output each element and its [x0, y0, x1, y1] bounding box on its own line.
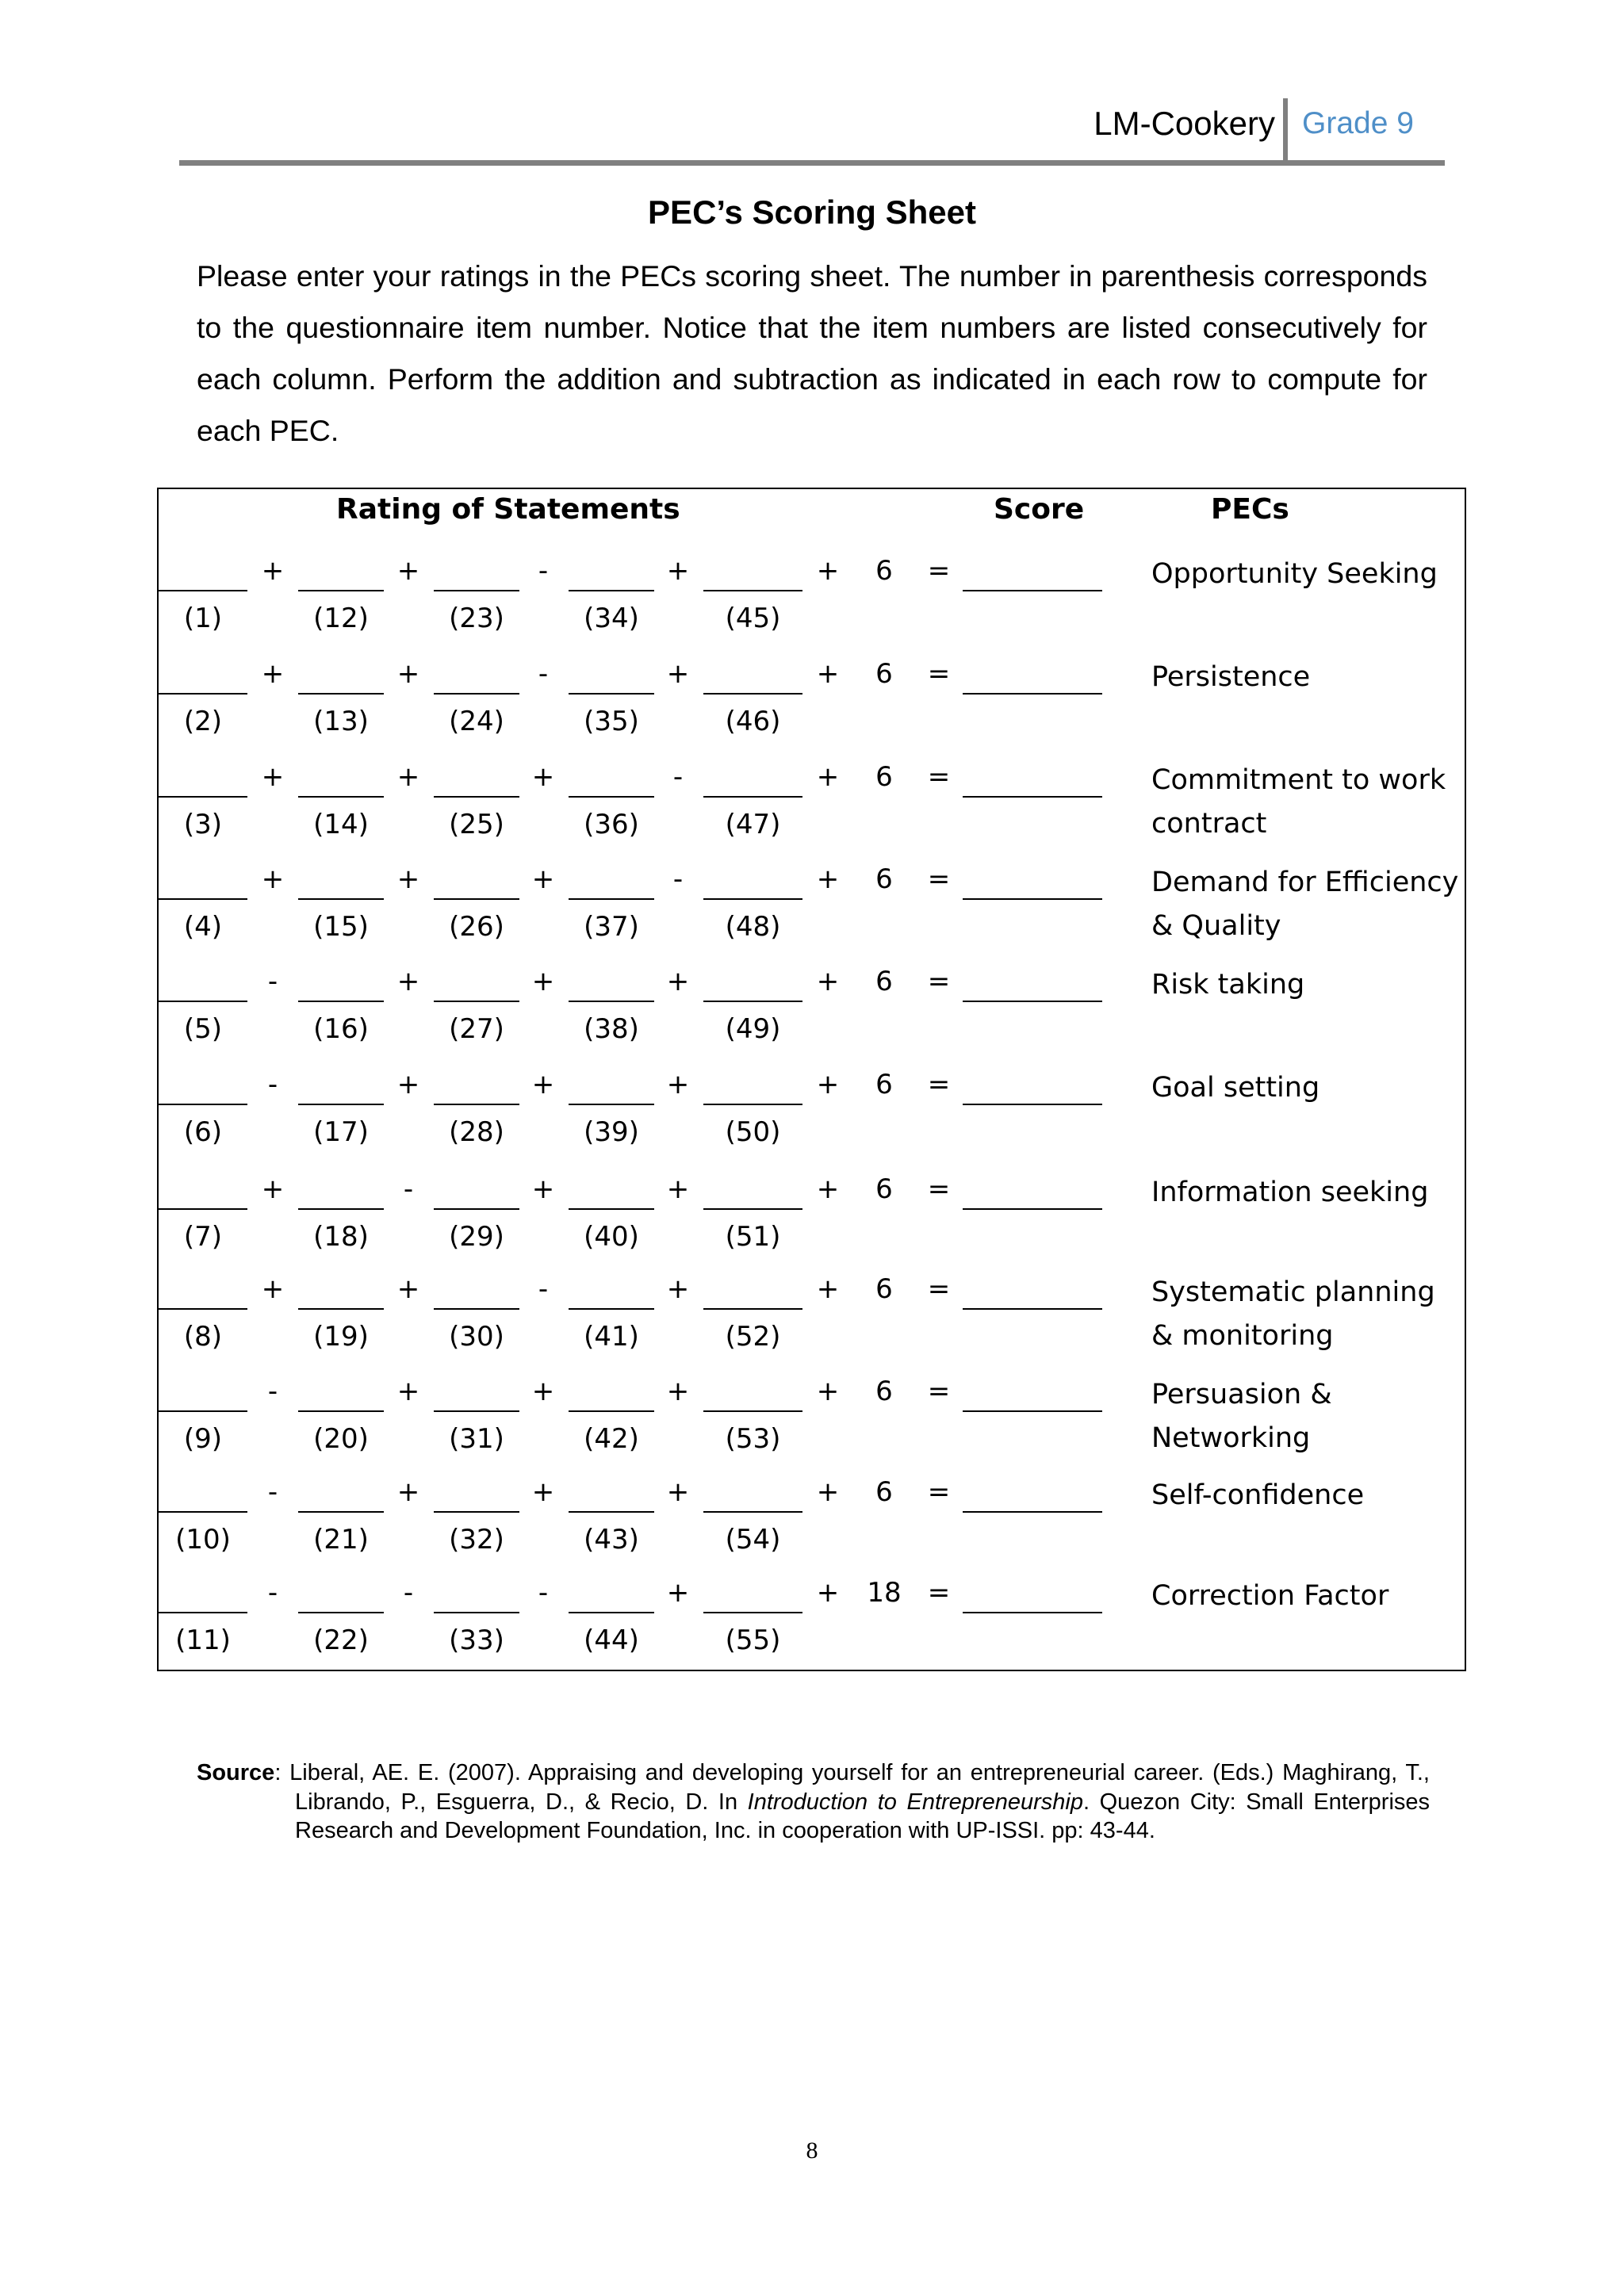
operator: +: [396, 1273, 420, 1305]
constant-value: 6: [875, 1376, 893, 1407]
operator: +: [666, 555, 690, 587]
equals-sign: =: [927, 658, 951, 690]
score-header: Score: [994, 493, 1085, 526]
item-number: (9): [183, 1423, 223, 1455]
operator: -: [538, 555, 549, 587]
pec-label: Correction Factor: [1151, 1580, 1389, 1612]
rating-blank[interactable]: [298, 1271, 384, 1310]
rating-blank[interactable]: [434, 553, 519, 591]
header-divider: [1283, 98, 1288, 162]
constant-value: 6: [875, 1069, 893, 1100]
item-number: (30): [449, 1321, 504, 1353]
item-number: (54): [725, 1524, 781, 1556]
equals-sign: =: [927, 966, 951, 997]
pecs-header: PECs: [1211, 493, 1289, 526]
operator: +: [666, 1069, 690, 1100]
equals-sign: =: [927, 1173, 951, 1205]
equals-sign: =: [927, 1476, 951, 1508]
score-blank[interactable]: [963, 1373, 1102, 1412]
operator: +: [816, 1577, 840, 1609]
operator: +: [531, 966, 555, 997]
item-number: (5): [183, 1013, 223, 1045]
item-number: (17): [313, 1116, 369, 1148]
operator: +: [261, 1273, 285, 1305]
item-number: (10): [175, 1524, 231, 1556]
rating-blank[interactable]: [703, 656, 802, 695]
rating-blank[interactable]: [159, 1373, 247, 1412]
score-row: [159, 656, 1465, 759]
constant-value: 6: [875, 863, 893, 895]
grade-label: Grade 9: [1302, 106, 1414, 140]
operator: -: [267, 1577, 278, 1609]
pec-label: Self-confidence: [1151, 1479, 1365, 1511]
course-title: LM-Cookery: [1094, 105, 1275, 142]
operator: +: [666, 658, 690, 690]
operator: -: [538, 1577, 549, 1609]
item-number: (31): [449, 1423, 504, 1455]
source-citation: [197, 1758, 1430, 1846]
operator: -: [672, 761, 684, 793]
rating-blank[interactable]: [298, 1474, 384, 1513]
item-number: (3): [183, 809, 223, 840]
rating-blank[interactable]: [569, 963, 654, 1002]
rating-blank[interactable]: [703, 1373, 802, 1412]
score-row: [159, 1373, 1465, 1476]
item-number: (45): [725, 603, 781, 634]
item-number: (42): [584, 1423, 639, 1455]
item-number: (25): [449, 809, 504, 840]
score-row: [159, 1575, 1465, 1678]
operator: +: [261, 1173, 285, 1205]
item-number: (33): [449, 1624, 504, 1656]
rating-blank[interactable]: [703, 1271, 802, 1310]
rating-blank[interactable]: [434, 656, 519, 695]
operator: +: [666, 1476, 690, 1508]
item-number: (27): [449, 1013, 504, 1045]
rating-blank[interactable]: [569, 553, 654, 591]
item-number: (12): [313, 603, 369, 634]
page-number: 8: [806, 2137, 818, 2164]
operator: +: [816, 1069, 840, 1100]
item-number: (44): [584, 1624, 639, 1656]
source-label: Source: [197, 1760, 275, 1785]
rating-blank[interactable]: [703, 759, 802, 798]
rating-blank[interactable]: [434, 1066, 519, 1105]
rating-blank[interactable]: [298, 656, 384, 695]
item-number: (52): [725, 1321, 781, 1353]
operator: +: [666, 1376, 690, 1407]
constant-value: 6: [875, 555, 893, 587]
rating-blank[interactable]: [569, 656, 654, 695]
item-number: (50): [725, 1116, 781, 1148]
rating-blank[interactable]: [159, 1171, 247, 1210]
score-row: [159, 861, 1465, 964]
rating-blank[interactable]: [569, 861, 654, 900]
rating-blank[interactable]: [298, 1575, 384, 1613]
score-blank[interactable]: [963, 1271, 1102, 1310]
source-text-pre: : Liberal, AE. E. (2007). Appraising and developing yourself for an entrepreneurial career. (Eds.) Maghirang, T., Librando, P., Esguerra, D., & Recio, D. In: [274, 1760, 1430, 1815]
item-number: (34): [584, 603, 639, 634]
equals-sign: =: [927, 1069, 951, 1100]
rating-blank[interactable]: [569, 1373, 654, 1412]
operator: +: [666, 1173, 690, 1205]
rating-header: Rating of Statements: [336, 493, 680, 526]
pec-label: Information seeking: [1151, 1177, 1429, 1208]
item-number: (46): [725, 706, 781, 737]
rating-blank[interactable]: [569, 1066, 654, 1105]
rating-blank[interactable]: [159, 1575, 247, 1613]
operator: -: [538, 658, 549, 690]
constant-value: 6: [875, 1476, 893, 1508]
rating-blank[interactable]: [159, 1066, 247, 1105]
score-row: [159, 963, 1465, 1066]
score-blank[interactable]: [963, 1575, 1102, 1613]
rating-blank[interactable]: [298, 1171, 384, 1210]
operator: -: [267, 1376, 278, 1407]
item-number: (35): [584, 706, 639, 737]
item-number: (36): [584, 809, 639, 840]
operator: +: [666, 1577, 690, 1609]
item-number: (43): [584, 1524, 639, 1556]
item-number: (38): [584, 1013, 639, 1045]
rating-blank[interactable]: [298, 963, 384, 1002]
item-number: (32): [449, 1524, 504, 1556]
operator: +: [666, 1273, 690, 1305]
equals-sign: =: [927, 555, 951, 587]
item-number: (29): [449, 1221, 504, 1253]
operator: +: [261, 658, 285, 690]
rating-blank[interactable]: [703, 963, 802, 1002]
rating-blank[interactable]: [569, 1474, 654, 1513]
rating-blank[interactable]: [703, 861, 802, 900]
rating-blank[interactable]: [569, 759, 654, 798]
item-number: (8): [183, 1321, 223, 1353]
item-number: (21): [313, 1524, 369, 1556]
pec-label: Persuasion & Networking: [1151, 1379, 1332, 1454]
score-blank[interactable]: [963, 963, 1102, 1002]
operator: +: [816, 863, 840, 895]
operator: +: [666, 966, 690, 997]
item-number: (26): [449, 911, 504, 943]
item-number: (4): [183, 911, 223, 943]
operator: +: [396, 863, 420, 895]
scoring-table: [157, 488, 1466, 1671]
rating-blank[interactable]: [703, 1066, 802, 1105]
item-number: (6): [183, 1116, 223, 1148]
rating-blank[interactable]: [434, 1575, 519, 1613]
source-book-title: Introduction to Entrepreneurship: [747, 1789, 1083, 1815]
instructions-paragraph: Please enter your ratings in the PECs scoring sheet. The number in parenthesis corresponds to the questionnaire item number. Notice that the item numbers are listed consecutively for each column. Perform the addition and subtraction as indicated in each row to compute for each PEC.: [197, 259, 1427, 447]
item-number: (20): [313, 1423, 369, 1455]
item-number: (13): [313, 706, 369, 737]
rating-blank[interactable]: [703, 1171, 802, 1210]
score-row: [159, 1271, 1465, 1374]
item-number: (15): [313, 911, 369, 943]
operator: +: [816, 555, 840, 587]
pec-label: Commitment to work contract: [1151, 764, 1446, 840]
rating-blank[interactable]: [298, 1066, 384, 1105]
operator: +: [261, 555, 285, 587]
item-number: (53): [725, 1423, 781, 1455]
rating-blank[interactable]: [159, 656, 247, 695]
pec-label: Opportunity Seeking: [1151, 558, 1438, 590]
operator: +: [816, 1173, 840, 1205]
rating-blank[interactable]: [159, 1271, 247, 1310]
rating-blank[interactable]: [434, 1474, 519, 1513]
item-number: (55): [725, 1624, 781, 1656]
constant-value: 6: [875, 966, 893, 997]
rating-blank[interactable]: [434, 1271, 519, 1310]
item-number: (51): [725, 1221, 781, 1253]
operator: +: [816, 658, 840, 690]
pec-label: Goal setting: [1151, 1072, 1320, 1104]
operator: +: [531, 1476, 555, 1508]
rating-blank[interactable]: [298, 861, 384, 900]
operator: +: [396, 658, 420, 690]
item-number: (49): [725, 1013, 781, 1045]
operator: -: [672, 863, 684, 895]
pec-label: Persistence: [1151, 661, 1311, 693]
operator: +: [816, 966, 840, 997]
rating-blank[interactable]: [434, 1171, 519, 1210]
item-number: (28): [449, 1116, 504, 1148]
operator: +: [531, 1173, 555, 1205]
operator: -: [267, 1476, 278, 1508]
item-number: (1): [183, 603, 223, 634]
item-number: (37): [584, 911, 639, 943]
item-number: (22): [313, 1624, 369, 1656]
item-number: (19): [313, 1321, 369, 1353]
score-row: [159, 1474, 1465, 1577]
rating-blank[interactable]: [703, 1575, 802, 1613]
operator: +: [816, 761, 840, 793]
item-number: (23): [449, 603, 504, 634]
item-number: (14): [313, 809, 369, 840]
item-number: (39): [584, 1116, 639, 1148]
operator: +: [816, 1273, 840, 1305]
rating-blank[interactable]: [159, 861, 247, 900]
score-row: [159, 759, 1465, 862]
rating-blank[interactable]: [298, 1373, 384, 1412]
item-number: (18): [313, 1221, 369, 1253]
equals-sign: =: [927, 863, 951, 895]
constant-value: 18: [867, 1577, 902, 1609]
score-blank[interactable]: [963, 759, 1102, 798]
equals-sign: =: [927, 761, 951, 793]
constant-value: 6: [875, 1173, 893, 1205]
score-blank[interactable]: [963, 1474, 1102, 1513]
operator: +: [396, 1476, 420, 1508]
operator: +: [396, 1376, 420, 1407]
constant-value: 6: [875, 1273, 893, 1305]
item-number: (48): [725, 911, 781, 943]
score-row: [159, 553, 1465, 656]
constant-value: 6: [875, 658, 893, 690]
equals-sign: =: [927, 1273, 951, 1305]
item-number: (24): [449, 706, 504, 737]
operator: +: [396, 555, 420, 587]
equals-sign: =: [927, 1376, 951, 1407]
operator: -: [538, 1273, 549, 1305]
operator: +: [531, 761, 555, 793]
score-row: [159, 1171, 1465, 1274]
operator: +: [261, 761, 285, 793]
item-number: (40): [584, 1221, 639, 1253]
item-number: (7): [183, 1221, 223, 1253]
operator: +: [396, 1069, 420, 1100]
rating-blank[interactable]: [569, 1575, 654, 1613]
score-blank[interactable]: [963, 656, 1102, 695]
operator: +: [396, 966, 420, 997]
page-title: PEC’s Scoring Sheet: [648, 193, 976, 231]
operator: +: [816, 1376, 840, 1407]
item-number: (47): [725, 809, 781, 840]
item-number: (2): [183, 706, 223, 737]
rating-blank[interactable]: [298, 759, 384, 798]
pec-label: Systematic planning & monitoring: [1151, 1276, 1435, 1352]
rating-blank[interactable]: [569, 1171, 654, 1210]
operator: -: [403, 1577, 414, 1609]
rating-blank[interactable]: [434, 963, 519, 1002]
score-blank[interactable]: [963, 553, 1102, 591]
operator: +: [531, 863, 555, 895]
constant-value: 6: [875, 761, 893, 793]
item-number: (16): [313, 1013, 369, 1045]
score-row: [159, 1066, 1465, 1169]
rating-blank[interactable]: [298, 553, 384, 591]
operator: +: [531, 1069, 555, 1100]
operator: -: [267, 966, 278, 997]
source-text-post: . Quezon City: Small Enterprises Research and Development Foundation, Inc. in cooperation with UP-ISSI. pp: 43-44.: [295, 1789, 1431, 1843]
rating-blank[interactable]: [703, 1474, 802, 1513]
operator: +: [261, 863, 285, 895]
score-blank[interactable]: [963, 1066, 1102, 1105]
page-header: [179, 95, 1445, 166]
score-blank[interactable]: [963, 861, 1102, 900]
rating-blank[interactable]: [159, 553, 247, 591]
rating-blank[interactable]: [569, 1271, 654, 1310]
item-number: (11): [175, 1624, 231, 1656]
rating-blank[interactable]: [159, 963, 247, 1002]
operator: +: [816, 1476, 840, 1508]
score-blank[interactable]: [963, 1171, 1102, 1210]
item-number: (41): [584, 1321, 639, 1353]
equals-sign: =: [927, 1577, 951, 1609]
rating-blank[interactable]: [159, 1474, 247, 1513]
operator: +: [396, 761, 420, 793]
operator: -: [267, 1069, 278, 1100]
pec-label: Demand for Efficiency & Quality: [1151, 867, 1459, 942]
rating-blank[interactable]: [434, 759, 519, 798]
rating-blank[interactable]: [703, 553, 802, 591]
operator: +: [531, 1376, 555, 1407]
rating-blank[interactable]: [159, 759, 247, 798]
rating-blank[interactable]: [434, 861, 519, 900]
rating-blank[interactable]: [434, 1373, 519, 1412]
operator: -: [403, 1173, 414, 1205]
pec-label: Risk taking: [1151, 969, 1305, 1001]
